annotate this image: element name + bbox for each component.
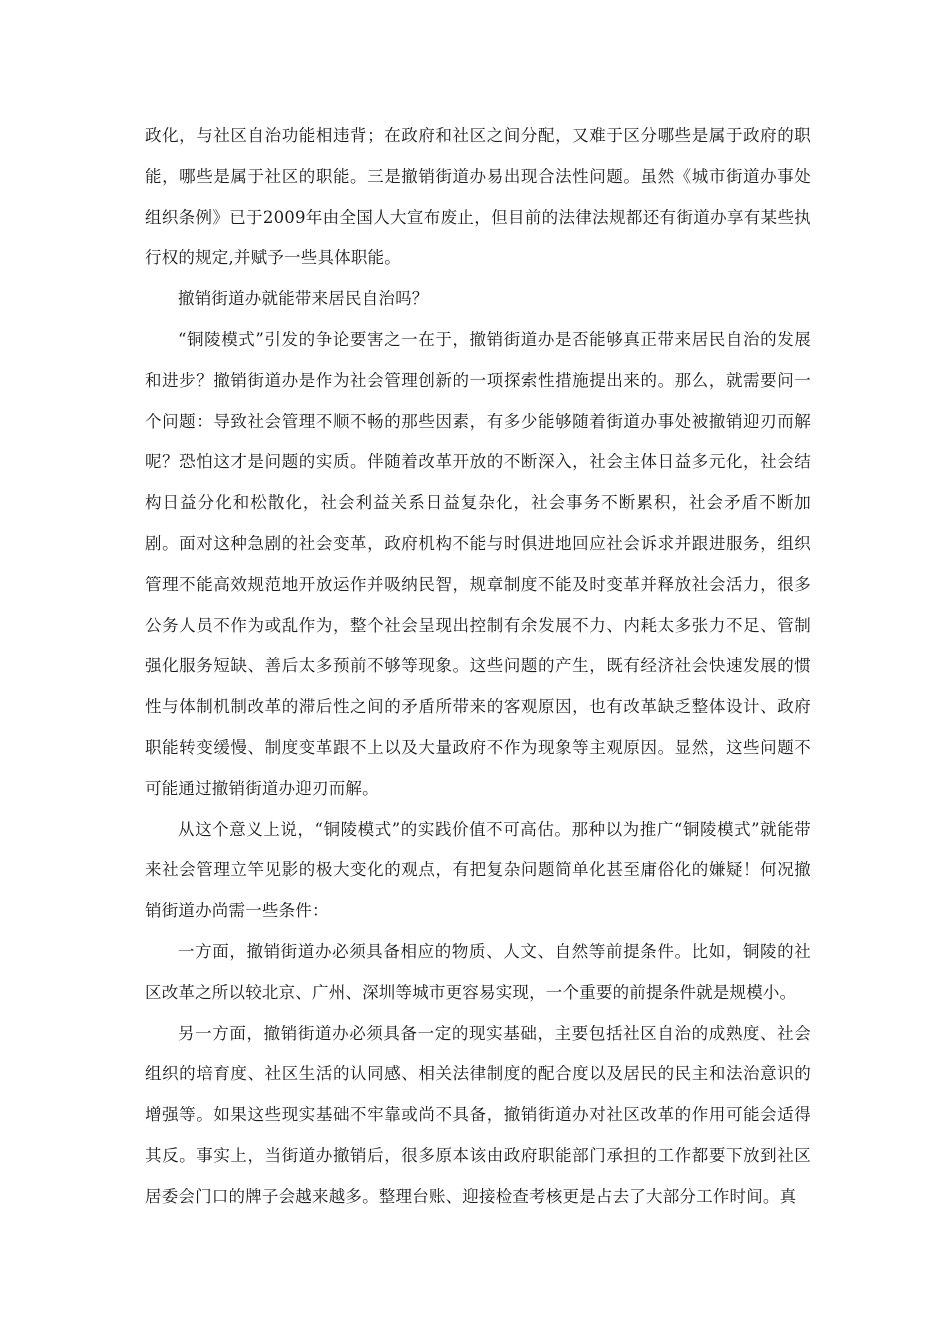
section-heading: 撤销街道办就能带来居民自治吗？ <box>178 289 429 309</box>
paragraph-tongling-debate: “铜陵模式”引发的争论要害之一在于，撤销街道办是否能够真正带来居民自治的发展和进步？撤销街道办是作为社会管理创新的一项探索性措施提出来的。那么，就需要问一个问题：导致社会管理不顺不畅的那些因素，有多少能够随着街道办事处被撤销迎刃而解呢？恐怕这才是问题的实质。伴随着改革开放的不断深入，社会主体日益多元化，社会结构日益分化和松散化，社会利益关系日益复杂化，社会事务不断累积，社会矛盾不断加剧。面对这种急剧的社会变革，政府机构不能与时俱进地回应社会诉求并跟进服务，组织管理不能高效规范地开放运作并吸纳民智，规章制度不能及时变革并释放社会活力，很多公务人员不作为或乱作为，整个社会呈现出控制有余发展不力、内耗太多张力不足、管制强化服务短缺、善后太多预前不够等现象。这些问题的产生，既有经济社会快速发展的惯性与体制机制改革的滞后性之间的矛盾所带来的客观原因，也有改革缺乏整体设计、政府职能转变缓慢、制度变革跟不上以及大量政府不作为现象等主观原因。显然，这些问题不可能通过撤销街道办迎刃而解。 <box>145 329 811 798</box>
paragraph-conditions-first: 一方面，撤销街道办必须具备相应的物质、人文、自然等前提条件。比如，铜陵的社区改革之所以较北京、广州、深圳等城市更容易实现，一个重要的前提条件就是规模小。 <box>145 941 811 1002</box>
paragraph-conditions-second: 另一方面，撤销街道办必须具备一定的现实基础，主要包括社区自治的成熟度、社会组织的培育度、社区生活的认同感、相关法律制度的配合度以及居民的民主和法治意识的增强等。如果这些现实基础不牢靠或尚不具备，撤销街道办对社区改革的作用可能会适得其反。事实上，当街道办撤销后，很多原本该由政府职能部门承担的工作都要下放到社区居委会门口的牌子会越来越多。整理台账、迎接检查考核更是占去了大部分工作时间。真 <box>145 1023 811 1206</box>
document-body <box>145 116 811 1218</box>
paragraph-continuation: 政化，与社区自治功能相违背；在政府和社区之间分配，又难于区分哪些是属于政府的职能，哪些是属于社区的职能。三是撤销街道办易出现合法性问题。虽然《城市街道办事处组织条例》已于2009年由全国人大宣布废止，但目前的法律法规都还有街道办享有某些执行权的规定,并赋予一些具体职能。 <box>145 126 811 268</box>
paragraph-practical-value: 从这个意义上说，“铜陵模式”的实践价值不可高估。那种以为推广“铜陵模式”就能带来社会管理立竿见影的极大变化的观点，有把复杂问题简单化甚至庸俗化的嫌疑！何况撤销街道办尚需一些条件： <box>145 819 811 921</box>
